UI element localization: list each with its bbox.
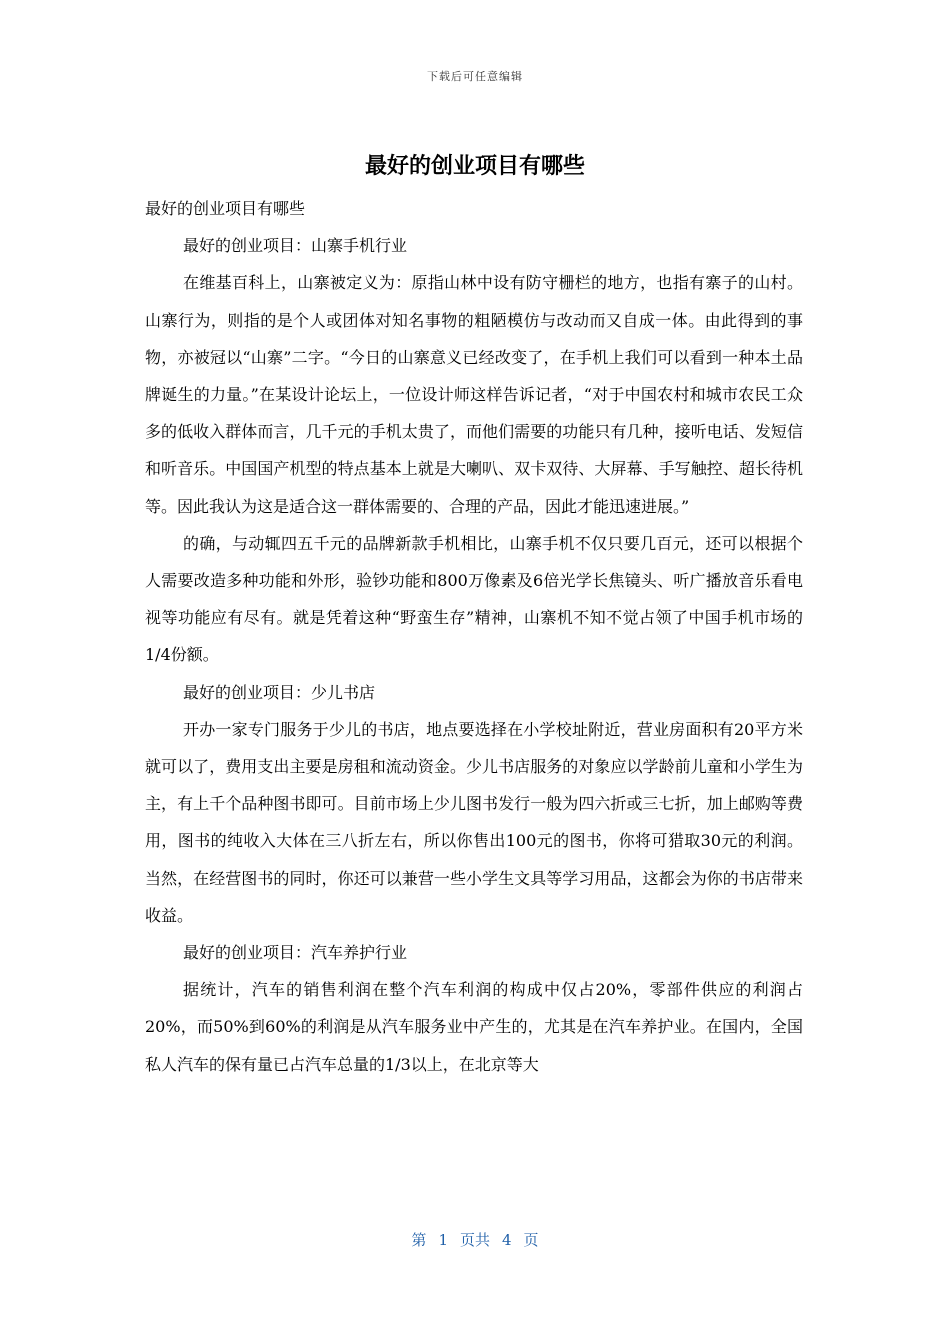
- document-title: 最好的创业项目有哪些: [364, 154, 585, 179]
- body-paragraph: 的确，与动辄四五千元的品牌新款手机相比，山寨手机不仅只要几百元，还可以根据个人需要改造多种功能和外形，验钞功能和800万像素及6倍光学长焦镜头、听广播放音乐看电视等功能应有尽有。就是凭着这种“野蛮生存”精神，山寨机不知不觉占领了中国手机市场的1/4份额。: [145, 533, 803, 665]
- footer-suffix: 页: [523, 1231, 539, 1249]
- body-paragraph: 开办一家专门服务于少儿的书店，地点要选择在小学校址附近，营业房面积有20平方米就可以了，费用支出主要是房租和流动资金。少儿书店服务的对象应以学龄前儿童和小学生为主，有上千个品种图书即可。目前市场上少儿图书发行一般为四六折或三七折，加上邮购等费用，图书的纯收入大体在三八折左右，所以你售出100元的图书，你将可猎取30元的利润。当然，在经营图书的同时，你还可以兼营一些小学生文具等学习用品，这都会为你的书店带来收益。: [145, 719, 803, 925]
- footer-middle: 页共: [459, 1231, 490, 1249]
- section-heading-bookstore: 最好的创业项目：少儿书店: [183, 682, 376, 702]
- page-footer: [0, 1229, 950, 1250]
- section-heading-shanzhai: 最好的创业项目：山寨手机行业: [183, 236, 408, 256]
- section-heading-car-care: 最好的创业项目：汽车养护行业: [183, 943, 408, 963]
- body-paragraph: 在维基百科上，山寨被定义为：原指山林中设有防守栅栏的地方，也指有寨子的山村。山寨行为，则指的是个人或团体对知名事物的粗陋模仿与改动而又自成一体。由此得到的事物，亦被冠以“山寨”二字。“今日的山寨意义已经改变了，在手机上我们可以看到一种本土品牌诞生的力量。”在某设计论坛上，一位设计师这样告诉记者，“对于中国农村和城市农民工众多的低收入群体而言，几千元的手机太贵了，而他们需要的功能只有几种，接听电话、发短信和听音乐。中国国产机型的特点基本上就是大喇叭、双卡双待、大屏幕、手写触控、超长待机等。因此我认为这是适合这一群体需要的、合理的产品，因此才能迅速进展。”: [145, 273, 803, 516]
- footer-current-page: 1: [438, 1231, 448, 1249]
- subtitle-paragraph: 最好的创业项目有哪些: [145, 199, 306, 218]
- page-header-note: 下载后可任意编辑: [427, 70, 523, 83]
- footer-total-pages: 4: [502, 1231, 512, 1249]
- document-body: [145, 190, 803, 1083]
- footer-prefix: 第: [411, 1231, 427, 1249]
- body-paragraph: 据统计，汽车的销售利润在整个汽车利润的构成中仅占20%，零部件供应的利润占20%，而50%到60%的利润是从汽车服务业中产生的，尤其是在汽车养护业。在国内，全国私人汽车的保有量已占汽车总量的1/3以上，在北京等大: [145, 980, 803, 1074]
